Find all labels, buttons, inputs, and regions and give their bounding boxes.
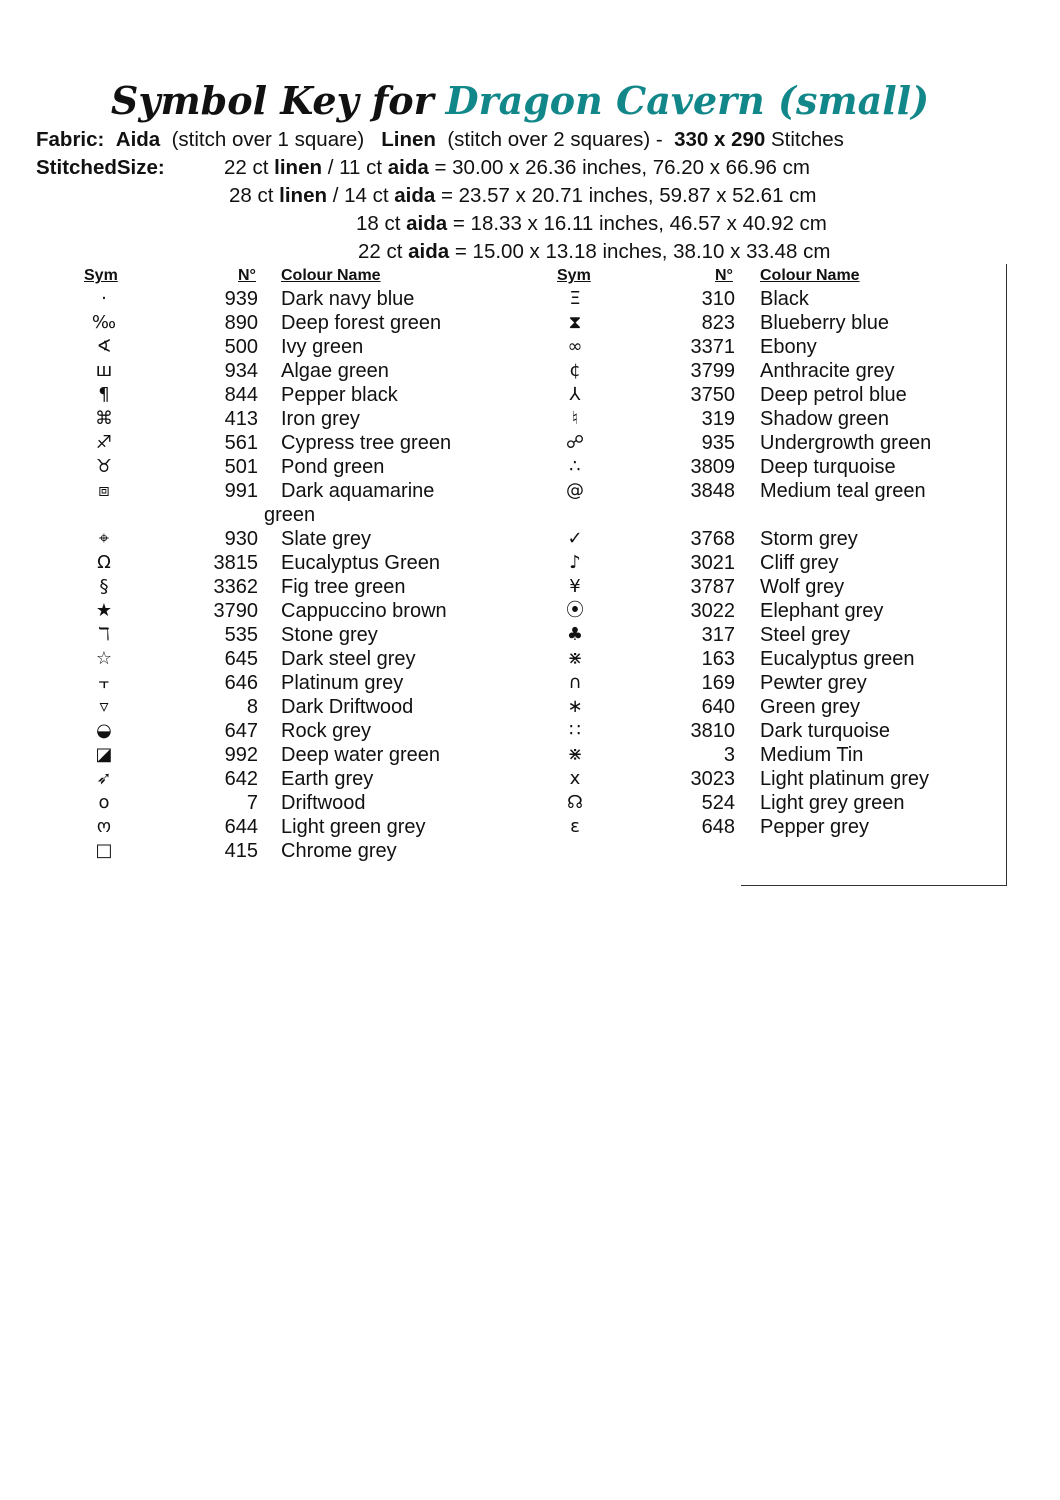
- symbol-glyph: ∴: [569, 456, 581, 477]
- colour-name: Wolf grey: [760, 576, 845, 598]
- symbol-glyph: ∞: [567, 336, 583, 357]
- colour-name: Slate grey: [281, 528, 372, 550]
- key-row: [0, 719, 1000, 743]
- floss-number: 3809: [690, 456, 735, 478]
- symbol-glyph: ♐: [95, 432, 113, 453]
- symbol-glyph: ☊: [567, 792, 583, 813]
- stitched-size-line-4: [358, 239, 830, 265]
- fabric-line: [36, 127, 844, 153]
- title-prefix: Symbol Key for: [110, 78, 434, 123]
- colour-name: Light grey green: [760, 792, 905, 814]
- symbol-glyph: ⌖: [98, 528, 110, 549]
- size-count-alt: / 14 ct: [332, 184, 389, 207]
- symbol-glyph: ⋇: [567, 648, 583, 669]
- floss-number: 413: [224, 408, 258, 430]
- symbol-glyph: ⋇: [567, 744, 583, 765]
- floss-number: 163: [701, 648, 735, 670]
- symbol-glyph: ♪: [569, 552, 581, 573]
- key-row: [0, 287, 1000, 311]
- symbol-glyph: ♣: [566, 624, 584, 645]
- floss-number: 3848: [690, 480, 735, 502]
- colour-name: Dark turquoise: [760, 720, 891, 742]
- floss-number: 3815: [213, 552, 258, 574]
- symbol-glyph: ¶: [98, 384, 110, 405]
- size-value: = 23.57 x 20.71 inches, 59.87 x 52.61 cm: [440, 184, 817, 207]
- symbol-glyph: ➶: [96, 768, 112, 789]
- colour-name: Deep turquoise: [760, 456, 896, 478]
- fabric-label: Fabric:: [36, 128, 105, 151]
- colour-name: Undergrowth green: [760, 432, 932, 454]
- colour-name: Medium Tin: [760, 744, 864, 766]
- size-value: = 18.33 x 16.11 inches, 46.57 x 40.92 cm: [452, 212, 827, 235]
- page-title: [0, 76, 1040, 126]
- colour-name: Medium teal green: [760, 480, 926, 502]
- key-row: [0, 575, 1000, 599]
- right-sym-header: Sym: [557, 267, 591, 284]
- colour-name: Pepper grey: [760, 816, 869, 838]
- colour-name: Eucalyptus Green: [281, 552, 440, 574]
- floss-number: 535: [224, 624, 258, 646]
- key-row: [0, 311, 1000, 335]
- colour-name: Dark aquamarine: [281, 480, 435, 502]
- colour-name: Platinum grey: [281, 672, 404, 694]
- symbol-glyph: Ξ: [569, 288, 581, 309]
- colour-name: Eucalyptus green: [760, 648, 915, 670]
- key-row: [0, 791, 1000, 815]
- size-fabric: linen: [274, 156, 322, 179]
- key-row: [0, 599, 1000, 623]
- colour-name: Light platinum grey: [760, 768, 929, 790]
- key-row: [0, 839, 1000, 863]
- colour-name: Driftwood: [281, 792, 366, 814]
- floss-number: 646: [224, 672, 258, 694]
- colour-name: Black: [760, 288, 809, 310]
- floss-number: 934: [224, 360, 258, 382]
- colour-name: Stone grey: [281, 624, 378, 646]
- floss-number: 642: [224, 768, 258, 790]
- symbol-glyph: ⧗: [568, 312, 582, 333]
- symbol-glyph: ℸ: [98, 624, 110, 645]
- floss-number: 648: [701, 816, 735, 838]
- left-name-header: Colour Name: [281, 267, 381, 284]
- floss-number: 3: [723, 744, 735, 766]
- floss-number: 3023: [690, 768, 735, 790]
- floss-number: 3022: [690, 600, 735, 622]
- floss-number: 500: [224, 336, 258, 358]
- key-row: [0, 551, 1000, 575]
- size-count: 22 ct: [358, 240, 403, 263]
- fabric-aida: Aida: [115, 128, 161, 151]
- symbol-glyph: ⫟: [98, 672, 110, 693]
- symbol-glyph: □: [95, 840, 113, 861]
- colour-name: Steel grey: [760, 624, 851, 646]
- left-sym-header: Sym: [84, 267, 118, 284]
- symbol-glyph: ♮: [571, 408, 579, 429]
- key-row: [0, 623, 1000, 647]
- size-fabric: aida: [408, 240, 450, 263]
- size-count: 18 ct: [356, 212, 401, 235]
- size-count: 28 ct: [229, 184, 274, 207]
- floss-number: 939: [224, 288, 258, 310]
- colour-name: Pond green: [281, 456, 385, 478]
- stitched-size-line-2: [229, 183, 817, 209]
- symbol-glyph: §: [99, 576, 109, 597]
- colour-name: Ivy green: [281, 336, 364, 358]
- key-row: [0, 527, 1000, 551]
- size-value: = 30.00 x 26.36 inches, 76.20 x 66.96 cm: [434, 156, 810, 179]
- key-row: [0, 383, 1000, 407]
- right-name-header: Colour Name: [760, 267, 860, 284]
- floss-number: 7: [246, 792, 258, 814]
- floss-number: 415: [224, 840, 258, 862]
- floss-number: 647: [224, 720, 258, 742]
- colour-name: Dark steel grey: [281, 648, 416, 670]
- symbol-glyph: ∷: [569, 720, 581, 741]
- symbol-glyph: ⦿: [566, 600, 584, 621]
- stitch-count: 330 x 290: [674, 128, 766, 151]
- floss-number: 3790: [213, 600, 258, 622]
- key-row: [0, 407, 1000, 431]
- floss-number: 991: [224, 480, 258, 502]
- floss-number: 501: [224, 456, 258, 478]
- symbol-glyph: ★: [95, 600, 113, 621]
- size-value: = 15.00 x 13.18 inches, 38.10 x 33.48 cm: [454, 240, 831, 263]
- symbol-glyph: ¢: [569, 360, 581, 381]
- key-row: [0, 431, 1000, 455]
- size-fabric: aida: [406, 212, 448, 235]
- colour-name: Cappuccino brown: [281, 600, 447, 622]
- symbol-glyph: ☍: [565, 432, 585, 453]
- symbol-glyph: ∢: [96, 336, 112, 357]
- symbol-glyph: ε: [570, 816, 580, 837]
- key-row: [0, 815, 1000, 839]
- symbol-glyph: ⌘: [95, 408, 113, 429]
- floss-number: 935: [701, 432, 735, 454]
- right-num-header: N°: [715, 267, 733, 284]
- stitched-size-label: StitchedSize:: [36, 156, 165, 179]
- colour-name: Deep water green: [281, 744, 440, 766]
- floss-number: 319: [701, 408, 735, 430]
- fabric-aida-note: (stitch over 1 square): [171, 128, 365, 151]
- table-border-right: [1006, 264, 1007, 886]
- colour-name: Deep forest green: [281, 312, 442, 334]
- floss-number: 3810: [690, 720, 735, 742]
- floss-number: 640: [701, 696, 735, 718]
- colour-name: Algae green: [281, 360, 389, 382]
- symbol-glyph: ∩: [568, 672, 582, 693]
- symbol-glyph: @: [566, 480, 584, 501]
- key-row: [0, 767, 1000, 791]
- symbol-glyph: ‰: [91, 312, 117, 333]
- colour-name: Pewter grey: [760, 672, 867, 694]
- floss-number: 3787: [690, 576, 735, 598]
- size-fabric-alt: aida: [394, 184, 436, 207]
- floss-number: 644: [224, 816, 258, 838]
- colour-name: Cypress tree green: [281, 432, 452, 454]
- symbol-glyph: ო: [96, 816, 112, 837]
- stitched-size-line-1: [36, 155, 810, 181]
- size-count: 22 ct: [224, 156, 269, 179]
- key-row: [0, 695, 1000, 719]
- colour-name: Earth grey: [281, 768, 374, 790]
- colour-name: Chrome grey: [281, 840, 397, 862]
- key-row: [0, 335, 1000, 359]
- key-row: [0, 359, 1000, 383]
- colour-name: Iron grey: [281, 408, 360, 430]
- colour-name: Shadow green: [760, 408, 889, 430]
- symbol-glyph: ⅄: [569, 384, 581, 405]
- symbol-glyph: ▿: [99, 696, 109, 717]
- colour-name: Green grey: [760, 696, 861, 718]
- floss-number: 3371: [690, 336, 735, 358]
- floss-number: 3750: [690, 384, 735, 406]
- colour-name: Pepper black: [281, 384, 398, 406]
- colour-name: Rock grey: [281, 720, 372, 742]
- floss-number: 645: [224, 648, 258, 670]
- colour-name-wrap: green: [264, 504, 316, 526]
- floss-number: 561: [224, 432, 258, 454]
- fabric-linen: Linen: [381, 128, 436, 151]
- floss-number: 3799: [690, 360, 735, 382]
- colour-name: Ebony: [760, 336, 817, 358]
- colour-name: Elephant grey: [760, 600, 884, 622]
- stitch-word: Stitches: [770, 128, 844, 151]
- symbol-glyph: ⧈: [98, 480, 110, 501]
- fabric-linen-note: (stitch over 2 squares) -: [447, 128, 663, 151]
- floss-number: 317: [701, 624, 735, 646]
- key-row: [0, 743, 1000, 767]
- floss-number: 169: [701, 672, 735, 694]
- colour-name: Deep petrol blue: [760, 384, 907, 406]
- colour-name: Anthracite grey: [760, 360, 895, 382]
- floss-number: 524: [701, 792, 735, 814]
- key-row: [0, 671, 1000, 695]
- colour-name: Storm grey: [760, 528, 858, 550]
- colour-name: Dark navy blue: [281, 288, 415, 310]
- floss-number: 8: [246, 696, 258, 718]
- floss-number: 890: [224, 312, 258, 334]
- symbol-glyph: ☆: [95, 648, 113, 669]
- symbol-glyph: Ω: [97, 552, 111, 573]
- symbol-glyph: ·: [101, 288, 107, 309]
- floss-number: 823: [701, 312, 735, 334]
- symbol-glyph: ◪: [95, 744, 113, 765]
- floss-number: 930: [224, 528, 258, 550]
- key-row: [0, 455, 1000, 479]
- symbol-glyph: ♉: [95, 456, 113, 477]
- size-fabric: linen: [279, 184, 327, 207]
- size-count-alt: / 11 ct: [327, 156, 383, 179]
- left-num-header: N°: [238, 267, 256, 284]
- colour-name: Fig tree green: [281, 576, 406, 598]
- key-row: [0, 647, 1000, 671]
- floss-number: 3362: [213, 576, 258, 598]
- floss-number: 992: [224, 744, 258, 766]
- floss-number: 3021: [690, 552, 735, 574]
- stitched-size-line-3: [356, 211, 827, 237]
- colour-name: Light green grey: [281, 816, 426, 838]
- floss-number: 310: [701, 288, 735, 310]
- table-border-bottom: [741, 885, 1007, 886]
- colour-name: Cliff grey: [760, 552, 839, 574]
- symbol-glyph: x: [569, 768, 581, 789]
- symbol-glyph: ◒: [96, 720, 112, 741]
- floss-number: 3768: [690, 528, 735, 550]
- symbol-glyph: ш: [95, 360, 113, 381]
- pattern-name: Dragon Cavern (small): [445, 78, 930, 123]
- symbol-glyph: ¥: [569, 576, 581, 597]
- symbol-glyph: ∗: [567, 696, 583, 717]
- symbol-glyph: o: [98, 792, 110, 813]
- colour-name: Dark Driftwood: [281, 696, 414, 718]
- key-row: [0, 479, 1000, 503]
- size-fabric-alt: aida: [387, 156, 429, 179]
- colour-name: Blueberry blue: [760, 312, 889, 334]
- symbol-glyph: ✓: [567, 528, 583, 549]
- floss-number: 844: [224, 384, 258, 406]
